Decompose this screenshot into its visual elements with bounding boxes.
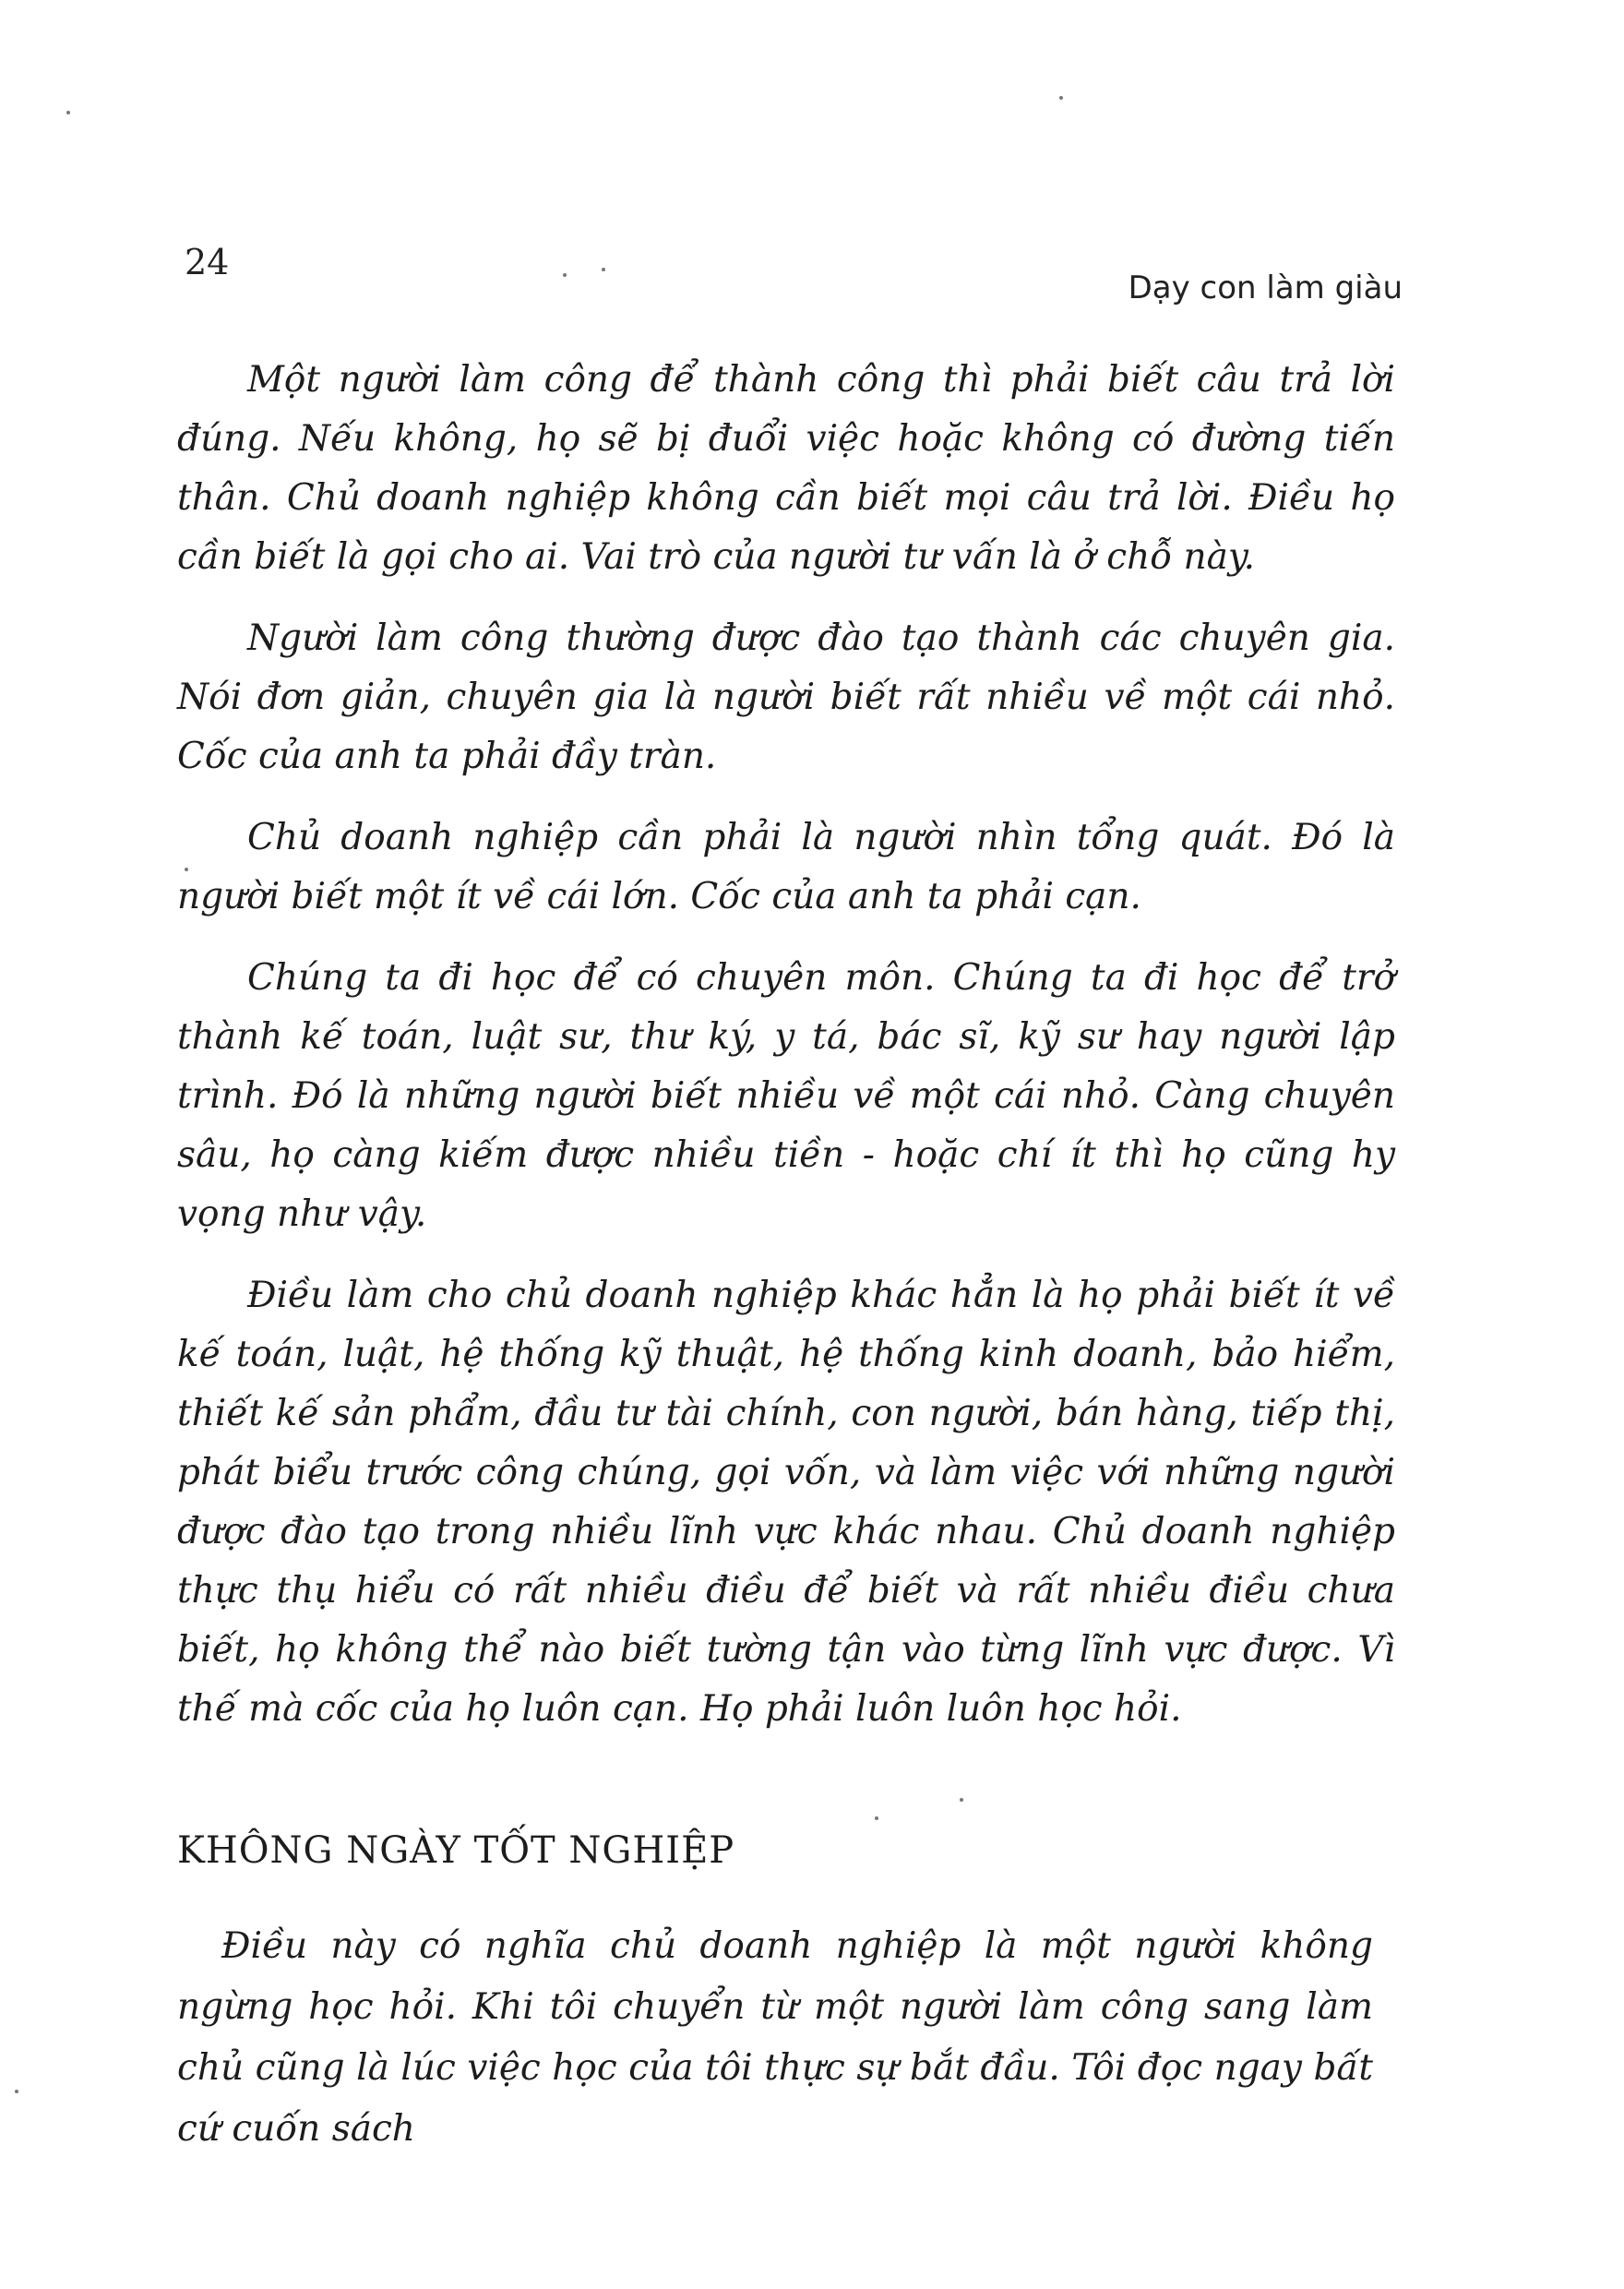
page-number: 24 xyxy=(185,242,230,282)
section-heading: KHÔNG NGÀY TỐT NGHIỆP xyxy=(177,1829,735,1872)
paragraph: Người làm công thường được đào tạo thành các chuyên gia. Nói đơn giản, chuyên gia là người biết rất nhiều về một cái nhỏ. Cốc của anh ta phải đầy tràn. xyxy=(177,617,1395,777)
scan-speck xyxy=(960,1798,963,1802)
paragraph: Chủ doanh nghiệp cần phải là người nhìn tổng quát. Đó là người biết một ít về cái lớn. Cốc của anh ta phải cạn. xyxy=(177,817,1395,917)
scan-speck xyxy=(15,2090,18,2093)
paragraph: Một người làm công để thành công thì phải biết câu trả lời đúng. Nếu không, họ sẽ bị đuổi việc hoặc không có đường tiến thân. Chủ doanh nghiệp không cần biết mọi câu trả lời. Điều họ cần biết là gọi cho ai. Vai trò của người tư vấn là ở chỗ này. xyxy=(177,359,1395,578)
scan-speck xyxy=(1059,96,1063,100)
scan-speck xyxy=(875,1816,878,1820)
scan-speck xyxy=(602,268,605,271)
running-header-title: Dạy con làm giàu xyxy=(1128,270,1403,306)
paragraph: Điều này có nghĩa chủ doanh nghiệp là một người không ngừng học hỏi. Khi tôi chuyển từ một người làm công sang làm chủ cũng là lúc việc học của tôi thực sự bắt đầu. Tôi đọc ngay bất cứ cuốn sách xyxy=(177,1925,1373,2150)
scan-speck xyxy=(185,868,188,871)
body-text xyxy=(177,351,1395,1761)
paragraph: Chúng ta đi học để có chuyên môn. Chúng ta đi học để trở thành kế toán, luật sư, thư ký, y tá, bác sĩ, kỹ sư hay người lập trình. Đó là những người biết nhiều về một cái nhỏ. Càng chuyên sâu, họ càng kiếm được nhiều tiền - hoặc chí ít thì họ cũng hy vọng như vậy. xyxy=(177,957,1395,1235)
scan-speck xyxy=(66,111,70,114)
section-body-text xyxy=(177,1916,1373,2160)
paragraph: Điều làm cho chủ doanh nghiệp khác hẳn là họ phải biết ít về kế toán, luật, hệ thống kỹ thuật, hệ thống kinh doanh, bảo hiểm, thiết kế sản phẩm, đầu tư tài chính, con người, bán hàng, tiếp thị, phát biểu trước công chúng, gọi vốn, và làm việc với những người được đào tạo trong nhiều lĩnh vực khác nhau. Chủ doanh nghiệp thực thụ hiểu có rất nhiều điều để biết và rất nhiều điều chưa biết, họ không thể nào biết tường tận vào từng lĩnh vực được. Vì thế mà cốc của họ luôn cạn. Họ phải luôn luôn học hỏi. xyxy=(177,1275,1395,1730)
scan-speck xyxy=(563,273,567,277)
